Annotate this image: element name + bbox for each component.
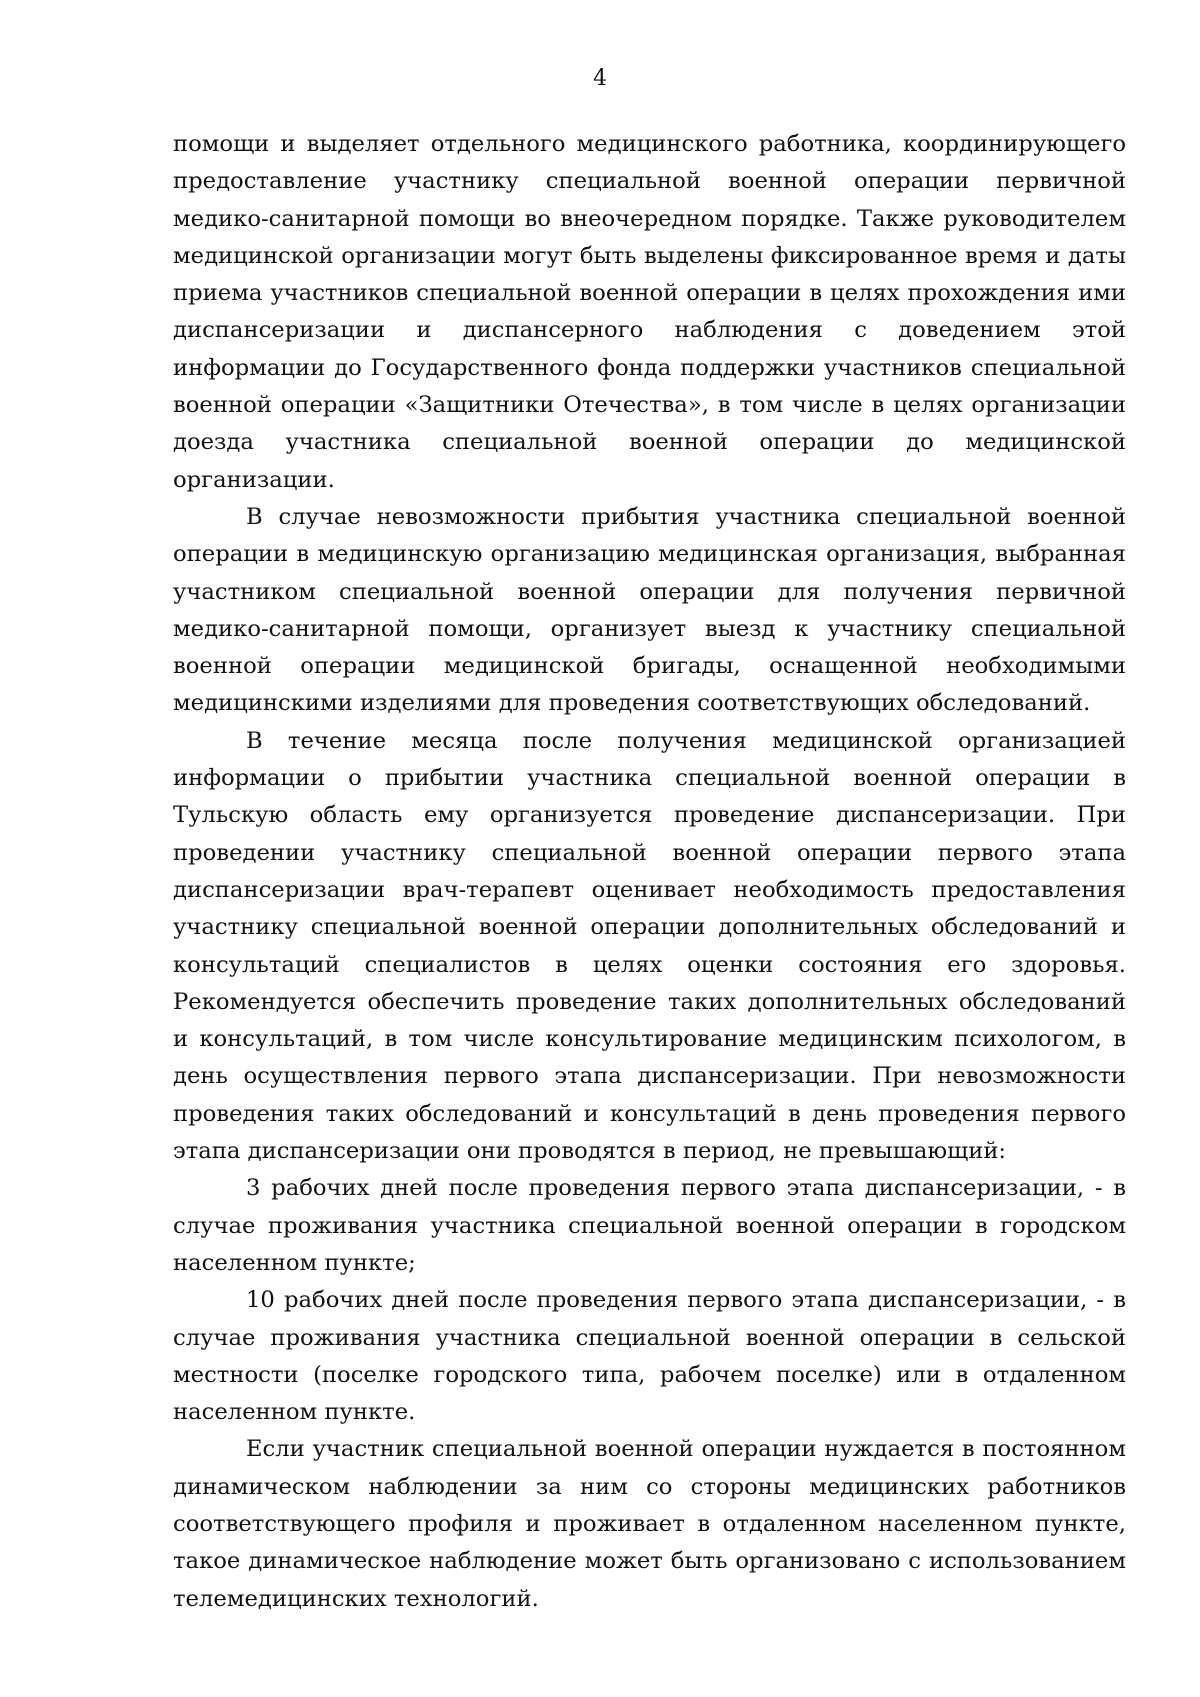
paragraph-continued: помощи и выделяет отдельного медицинского работника, координирующего предоставление участнику специальной военной операции первичной медико-санитарной помощи во внеочередном порядке. Также руководителем медицинской организации могут быть выделены фиксированное время и даты приема участников специальной военной операции в целях прохождения ими диспансеризации и диспансерного наблюдения с доведением этой информации до Государственного фонда поддержки участников специальной военной операции «Защитники Отечества», в том числе в целях организации доезда участника специальной военной операции до медицинской организации.: [173, 131, 1126, 493]
paragraph: 10 рабочих дней после проведения первого этапа диспансеризации, - в случае проживания участника специальной военной операции в сельской местности (поселке городского типа, рабочем поселке) или в отдаленном населенном пункте.: [173, 1287, 1126, 1426]
paragraph: Если участник специальной военной операции нуждается в постоянном динамическом наблюдении за ним со стороны медицинских работников соответствующего профиля и проживает в отдаленном населенном пункте, такое динамическое наблюдение может быть организовано с использованием телемедицинских технологий.: [173, 1436, 1126, 1612]
paragraph: В течение месяца после получения медицинской организацией информации о прибытии участника специальной военной операции в Тульскую область ему организуется проведение диспансеризации. При проведении участнику специальной военной операции первого этапа диспансеризации врач-терапевт оценивает необходимость предоставления участнику специальной военной операции дополнительных обследований и консультаций специалистов в целях оценки состояния его здоровья. Рекомендуется обеспечить проведение таких дополнительных обследований и консультаций, в том числе консультирование медицинским психологом, в день осуществления первого этапа диспансеризации. При невозможности проведения таких обследований и консультаций в день проведения первого этапа диспансеризации они проводятся в период, не превышающий:: [173, 727, 1126, 1165]
page-number: 4: [593, 66, 607, 91]
paragraph: 3 рабочих дней после проведения первого этапа диспансеризации, - в случае проживания участника специальной военной операции в городском населенном пункте;: [173, 1175, 1126, 1276]
paragraph: В случае невозможности прибытия участника специальной военной операции в медицинскую организацию медицинская организация, выбранная участником специальной военной операции для получения первичной медико-санитарной помощи, организует выезд к участнику специальной военной операции медицинской бригады, оснащенной необходимыми медицинскими изделиями для проведения соответствующих обследований.: [173, 503, 1126, 717]
document-body: [173, 126, 1126, 1618]
